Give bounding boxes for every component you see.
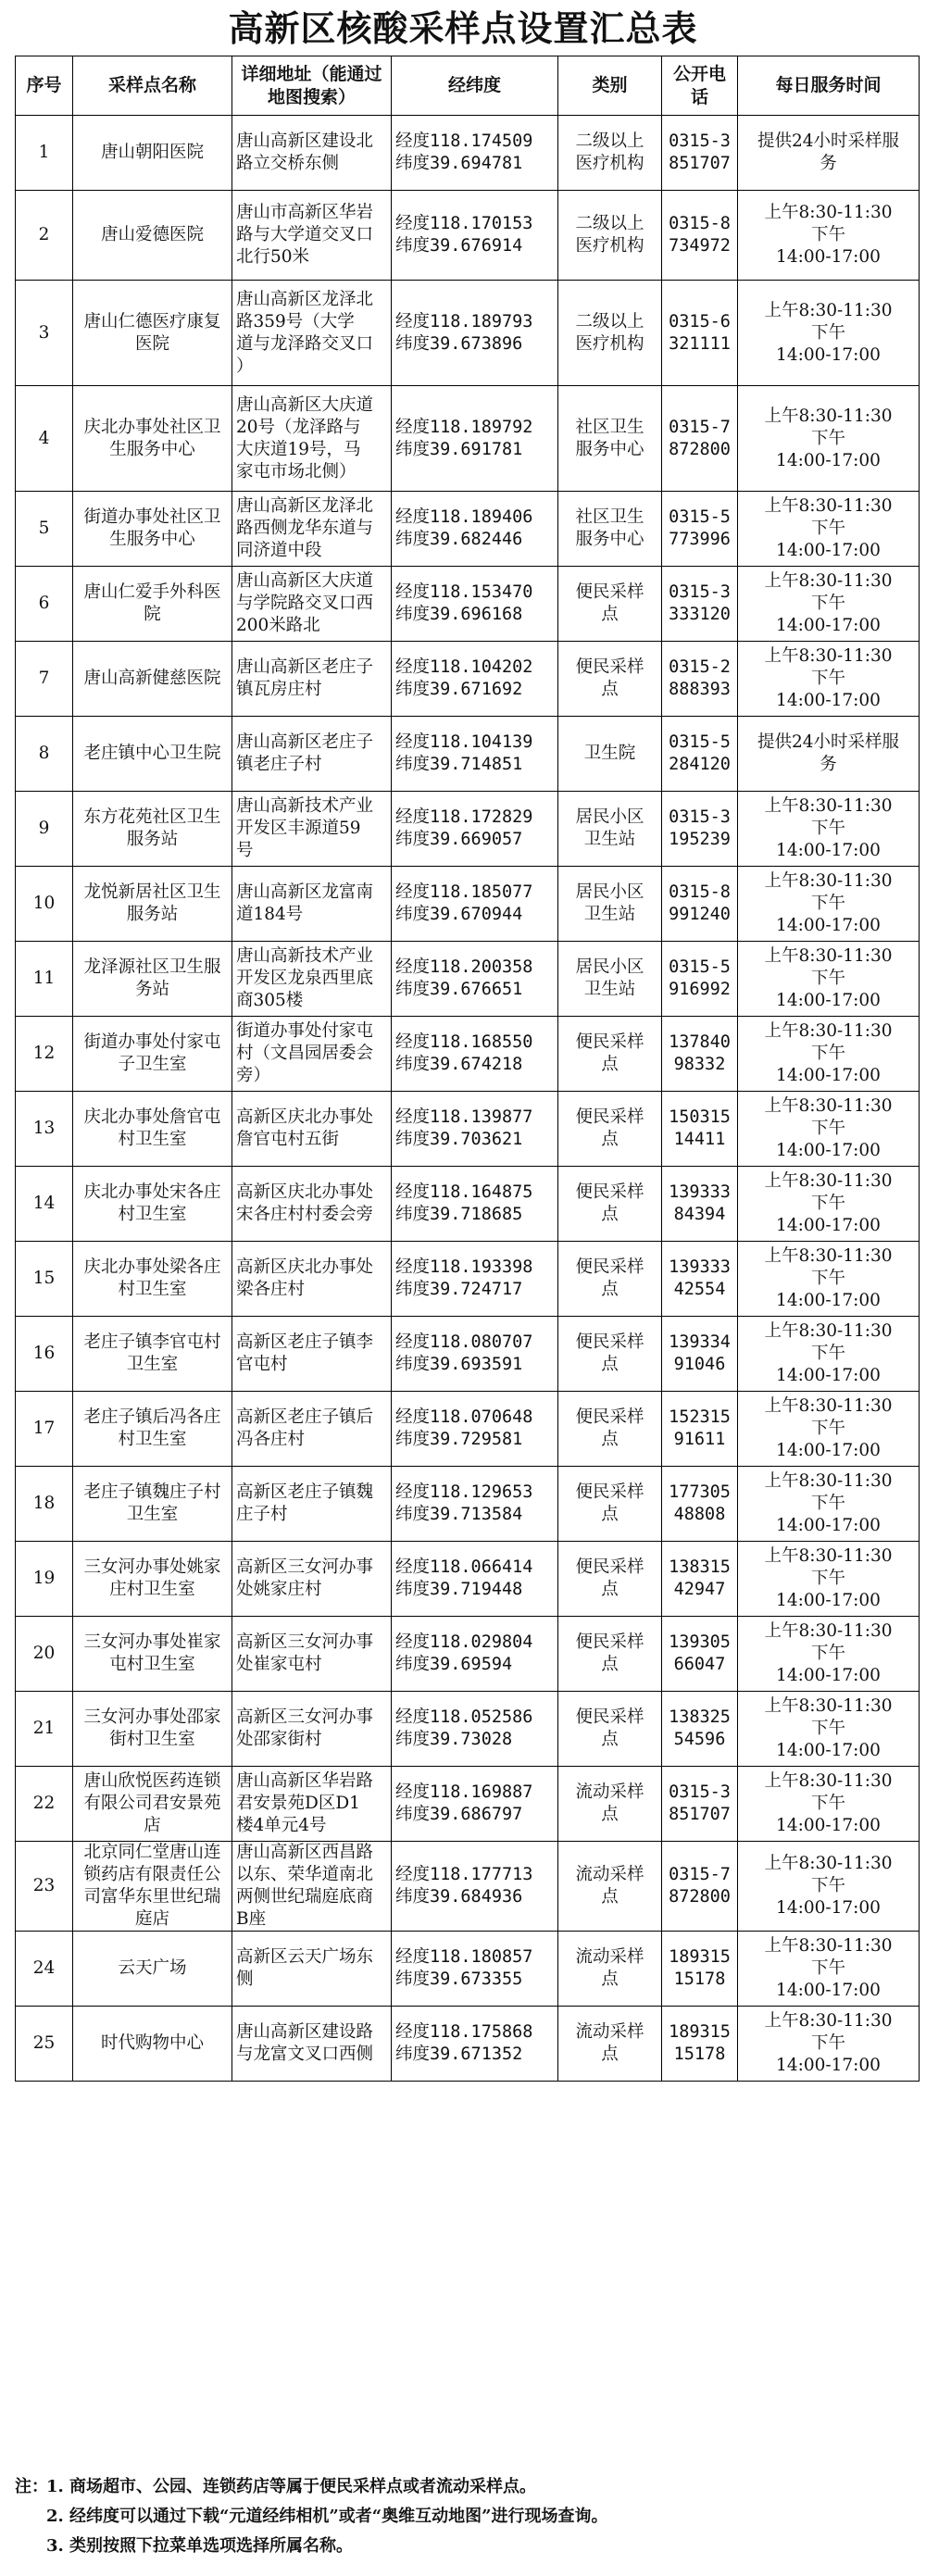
cell-address: 高新区三女河办事 处姚家庄村 [232,1542,392,1617]
cell-phone: 0315-2 888393 [662,642,738,717]
cell-type: 便民采样 点 [558,1692,662,1767]
cell-type: 二级以上 医疗机构 [558,281,662,386]
cell-coord [392,1542,558,1617]
cell-name: 唐山欣悦医药连锁 有限公司君安景苑 店 [73,1767,232,1842]
cell-name: 庆北办事处詹官屯 村卫生室 [73,1092,232,1167]
cell-no: 8 [16,717,73,792]
cell-coord [392,116,558,191]
cell-no: 9 [16,792,73,867]
cell-address: 唐山高新区老庄子 镇老庄子村 [232,717,392,792]
header-no: 序号 [16,56,73,116]
cell-latitude: 纬度39.696168 [395,605,523,624]
cell-name: 庆北办事处梁各庄 村卫生室 [73,1242,232,1317]
cell-longitude: 经度118.153470 [395,582,533,602]
cell-type: 便民采样 点 [558,1392,662,1467]
cell-address: 高新区云天广场东 侧 [232,1932,392,2007]
cell-hours: 上午8:30-11:30 下午 14:00-17:00 [738,191,920,281]
cell-latitude: 纬度39.673355 [395,1970,523,1989]
cell-latitude: 纬度39.670944 [395,905,523,924]
cell-no: 15 [16,1242,73,1317]
cell-longitude: 经度118.169887 [395,1782,533,1802]
table-row [16,386,920,492]
cell-name: 老庄镇中心卫生院 [73,717,232,792]
cell-coord [392,1617,558,1692]
cell-type: 便民采样 点 [558,1242,662,1317]
cell-phone: 189315 15178 [662,2007,738,2082]
cell-no: 14 [16,1167,73,1242]
cell-address: 唐山高新区西昌路 以东、荣华道南北 两侧世纪瑞庭底商 B座 [232,1842,392,1932]
cell-hours: 上午8:30-11:30 下午 14:00-17:00 [738,1017,920,1092]
table-header-row [16,56,920,116]
cell-hours: 上午8:30-11:30 下午 14:00-17:00 [738,1767,920,1842]
table-row [16,1467,920,1542]
footnote-1 [15,2472,913,2502]
cell-hours: 上午8:30-11:30 下午 14:00-17:00 [738,2007,920,2082]
cell-longitude: 经度118.066414 [395,1557,533,1577]
cell-hours: 上午8:30-11:30 下午 14:00-17:00 [738,1932,920,2007]
cell-phone: 0315-8 991240 [662,867,738,942]
footnote-text: 2. 经纬度可以通过下载“元道经纬相机”或者“奥维互动地图”进行现场查询。 [46,2507,608,2526]
cell-coord [392,1692,558,1767]
cell-name: 唐山仁德医疗康复 医院 [73,281,232,386]
cell-hours: 上午8:30-11:30 下午 14:00-17:00 [738,1092,920,1167]
cell-longitude: 经度118.129653 [395,1482,533,1502]
cell-address: 唐山高新区建设北 路立交桥东侧 [232,116,392,191]
cell-type: 便民采样 点 [558,1167,662,1242]
footnote-text: 1. 商场超市、公园、连锁药店等属于便民采样点或者流动采样点。 [46,2477,537,2496]
cell-latitude: 纬度39.691781 [395,439,523,459]
cell-phone: 0315-6 321111 [662,281,738,386]
cell-hours: 上午8:30-11:30 下午 14:00-17:00 [738,1317,920,1392]
cell-address: 唐山高新技术产业 开发区龙泉西里底 商305楼 [232,942,392,1017]
table-row [16,1242,920,1317]
cell-longitude: 经度118.172829 [395,807,533,827]
cell-type: 卫生院 [558,717,662,792]
cell-no: 6 [16,567,73,642]
cell-no: 1 [16,116,73,191]
cell-no: 25 [16,2007,73,2082]
cell-phone: 152315 91611 [662,1392,738,1467]
header-hours: 每日服务时间 [738,56,920,116]
cell-type: 便民采样 点 [558,642,662,717]
cell-phone: 0315-3 195239 [662,792,738,867]
cell-address: 唐山高新区华岩路 君安景苑D区D1 楼4单元4号 [232,1767,392,1842]
cell-name: 龙泽源社区卫生服 务站 [73,942,232,1017]
cell-latitude: 纬度39.671692 [395,680,523,699]
cell-hours: 提供24小时采样服 务 [738,717,920,792]
cell-phone: 139333 42554 [662,1242,738,1317]
cell-name: 唐山仁爱手外科医 院 [73,567,232,642]
cell-name: 三女河办事处姚家 庄村卫生室 [73,1542,232,1617]
cell-address: 高新区庆北办事处 宋各庄村村委会旁 [232,1167,392,1242]
cell-name: 唐山爱德医院 [73,191,232,281]
cell-address: 唐山高新技术产业 开发区丰源道59 号 [232,792,392,867]
cell-hours: 上午8:30-11:30 下午 14:00-17:00 [738,1692,920,1767]
cell-address: 街道办事处付家屯 村（文昌园居委会 旁） [232,1017,392,1092]
header-type: 类别 [558,56,662,116]
cell-latitude: 纬度39.729581 [395,1430,523,1449]
cell-coord [392,191,558,281]
cell-latitude: 纬度39.703621 [395,1130,523,1149]
cell-phone: 0315-3 851707 [662,116,738,191]
cell-phone: 0315-5 916992 [662,942,738,1017]
cell-name: 老庄子镇后冯各庄 村卫生室 [73,1392,232,1467]
cell-latitude: 纬度39.676651 [395,980,523,999]
cell-name: 老庄子镇魏庄子村 卫生室 [73,1467,232,1542]
cell-hours: 上午8:30-11:30 下午 14:00-17:00 [738,942,920,1017]
cell-phone: 0315-3 851707 [662,1767,738,1842]
document-title: 高新区核酸采样点设置汇总表 [228,7,698,49]
cell-type: 便民采样 点 [558,1017,662,1092]
footnote-lead: 注： [15,2477,48,2496]
table-row [16,1542,920,1617]
cell-type: 流动采样 点 [558,1767,662,1842]
cell-type: 流动采样 点 [558,2007,662,2082]
cell-latitude: 纬度39.671352 [395,2045,523,2064]
cell-no: 17 [16,1392,73,1467]
footnote-2 [15,2502,913,2532]
cell-address: 高新区庆北办事处 梁各庄村 [232,1242,392,1317]
cell-latitude: 纬度39.719448 [395,1580,523,1599]
cell-no: 10 [16,867,73,942]
cell-coord [392,281,558,386]
cell-longitude: 经度118.168550 [395,1032,533,1052]
cell-type: 流动采样 点 [558,1932,662,2007]
cell-phone: 177305 48808 [662,1467,738,1542]
cell-type: 便民采样 点 [558,1317,662,1392]
footnotes [15,2472,913,2561]
table-row [16,1932,920,2007]
cell-longitude: 经度118.189792 [395,417,533,437]
cell-phone: 189315 15178 [662,1932,738,2007]
cell-name: 街道办事处付家屯 子卫生室 [73,1017,232,1092]
table-row [16,191,920,281]
cell-phone: 0315-5 284120 [662,717,738,792]
table-row [16,1092,920,1167]
cell-latitude: 纬度39.718685 [395,1205,523,1224]
cell-coord [392,1467,558,1542]
cell-no: 24 [16,1932,73,2007]
cell-no: 22 [16,1767,73,1842]
cell-coord [392,386,558,492]
cell-coord [392,792,558,867]
cell-hours: 上午8:30-11:30 下午 14:00-17:00 [738,492,920,567]
cell-longitude: 经度118.070648 [395,1407,533,1427]
cell-no: 4 [16,386,73,492]
cell-hours: 上午8:30-11:30 下午 14:00-17:00 [738,867,920,942]
cell-coord [392,1092,558,1167]
cell-type: 便民采样 点 [558,1542,662,1617]
table-row [16,1017,920,1092]
cell-hours: 上午8:30-11:30 下午 14:00-17:00 [738,1467,920,1542]
cell-hours: 上午8:30-11:30 下午 14:00-17:00 [738,281,920,386]
cell-latitude: 纬度39.673896 [395,333,523,354]
cell-type: 二级以上 医疗机构 [558,116,662,191]
cell-no: 20 [16,1617,73,1692]
cell-phone: 0315-5 773996 [662,492,738,567]
cell-latitude: 纬度39.693591 [395,1355,523,1374]
cell-phone: 0315-3 333120 [662,567,738,642]
cell-no: 5 [16,492,73,567]
cell-name: 唐山高新健慈医院 [73,642,232,717]
cell-hours: 上午8:30-11:30 下午 14:00-17:00 [738,1392,920,1467]
cell-latitude: 纬度39.684936 [395,1887,523,1907]
cell-coord [392,567,558,642]
sampling-sites-table [15,56,920,2082]
cell-no: 7 [16,642,73,717]
cell-latitude: 纬度39.686797 [395,1805,523,1824]
cell-latitude: 纬度39.669057 [395,830,523,849]
cell-hours: 上午8:30-11:30 下午 14:00-17:00 [738,642,920,717]
cell-coord [392,1017,558,1092]
cell-coord [392,1392,558,1467]
cell-latitude: 纬度39.713584 [395,1505,523,1524]
table-row [16,942,920,1017]
cell-phone: 0315-8 734972 [662,191,738,281]
cell-name: 唐山朝阳医院 [73,116,232,191]
cell-address: 唐山高新区大庆道 20号（龙泽路与 大庆道19号，马 家屯市场北侧） [232,386,392,492]
cell-no: 2 [16,191,73,281]
cell-hours: 上午8:30-11:30 下午 14:00-17:00 [738,1167,920,1242]
cell-no: 11 [16,942,73,1017]
cell-longitude: 经度118.200358 [395,957,533,977]
cell-type: 居民小区 卫生站 [558,867,662,942]
cell-no: 12 [16,1017,73,1092]
cell-no: 23 [16,1842,73,1932]
cell-phone: 150315 14411 [662,1092,738,1167]
cell-address: 高新区老庄子镇后 冯各庄村 [232,1392,392,1467]
cell-longitude: 经度118.139877 [395,1107,533,1127]
cell-type: 居民小区 卫生站 [558,942,662,1017]
cell-hours: 上午8:30-11:30 下午 14:00-17:00 [738,1842,920,1932]
cell-hours: 上午8:30-11:30 下午 14:00-17:00 [738,1542,920,1617]
cell-hours: 提供24小时采样服 务 [738,116,920,191]
table-row [16,792,920,867]
cell-latitude: 纬度39.676914 [395,236,523,256]
cell-coord [392,942,558,1017]
cell-latitude: 纬度39.694781 [395,154,523,173]
cell-coord [392,642,558,717]
header-coord: 经纬度 [392,56,558,116]
cell-longitude: 经度118.052586 [395,1707,533,1727]
cell-name: 老庄子镇李官屯村 卫生室 [73,1317,232,1392]
table-row [16,867,920,942]
cell-address: 高新区老庄子镇魏 庄子村 [232,1467,392,1542]
cell-type: 便民采样 点 [558,567,662,642]
cell-longitude: 经度118.164875 [395,1182,533,1202]
header-phone: 公开电话 [662,56,738,116]
cell-no: 18 [16,1467,73,1542]
cell-name: 三女河办事处邵家 街村卫生室 [73,1692,232,1767]
cell-type: 流动采样 点 [558,1842,662,1932]
cell-hours: 上午8:30-11:30 下午 14:00-17:00 [738,1242,920,1317]
cell-name: 三女河办事处崔家 屯村卫生室 [73,1617,232,1692]
cell-coord [392,1167,558,1242]
cell-coord [392,1242,558,1317]
table-row [16,116,920,191]
cell-name: 街道办事处社区卫 生服务中心 [73,492,232,567]
cell-hours: 上午8:30-11:30 下午 14:00-17:00 [738,386,920,492]
cell-address: 唐山高新区龙泽北 路西侧龙华东道与 同济道中段 [232,492,392,567]
cell-longitude: 经度118.177713 [395,1865,533,1884]
cell-name: 庆北办事处社区卫 生服务中心 [73,386,232,492]
cell-longitude: 经度118.180857 [395,1947,533,1967]
cell-type: 社区卫生 服务中心 [558,386,662,492]
cell-latitude: 纬度39.73028 [395,1730,513,1749]
cell-type: 便民采样 点 [558,1467,662,1542]
table-row [16,1392,920,1467]
cell-longitude: 经度118.174509 [395,131,533,151]
cell-name: 北京同仁堂唐山连 锁药店有限责任公 司富华东里世纪瑞 庭店 [73,1842,232,1932]
cell-coord [392,717,558,792]
cell-address: 高新区庆北办事处 詹官屯村五街 [232,1092,392,1167]
cell-address: 唐山高新区建设路 与龙富文叉口西侧 [232,2007,392,2082]
table-row [16,1317,920,1392]
cell-latitude: 纬度39.714851 [395,755,523,774]
cell-longitude: 经度118.193398 [395,1257,533,1277]
cell-hours: 上午8:30-11:30 下午 14:00-17:00 [738,1617,920,1692]
cell-name: 时代购物中心 [73,2007,232,2082]
cell-coord [392,1767,558,1842]
cell-hours: 上午8:30-11:30 下午 14:00-17:00 [738,567,920,642]
cell-longitude: 经度118.189406 [395,507,533,527]
footnote-text: 3. 类别按照下拉菜单选项选择所属名称。 [46,2536,354,2556]
cell-no: 19 [16,1542,73,1617]
footnote-3 [15,2532,913,2561]
cell-phone: 137840 98332 [662,1017,738,1092]
cell-latitude: 纬度39.682446 [395,530,523,549]
table-row [16,717,920,792]
table-row [16,1617,920,1692]
cell-coord [392,492,558,567]
cell-no: 3 [16,281,73,386]
cell-longitude: 经度118.170153 [395,214,533,233]
cell-coord [392,867,558,942]
cell-longitude: 经度118.185077 [395,882,533,902]
table-row [16,642,920,717]
cell-name: 庆北办事处宋各庄 村卫生室 [73,1167,232,1242]
cell-phone: 0315-7 872800 [662,1842,738,1932]
cell-phone: 138325 54596 [662,1692,738,1767]
cell-coord [392,1317,558,1392]
cell-address: 高新区三女河办事 处崔家屯村 [232,1617,392,1692]
cell-longitude: 经度118.104202 [395,657,533,677]
cell-type: 便民采样 点 [558,1092,662,1167]
cell-address: 唐山高新区老庄子 镇瓦房庄村 [232,642,392,717]
cell-address: 高新区三女河办事 处邵家街村 [232,1692,392,1767]
cell-name: 东方花苑社区卫生 服务站 [73,792,232,867]
cell-no: 16 [16,1317,73,1392]
cell-latitude: 纬度39.674218 [395,1055,523,1074]
cell-name: 龙悦新居社区卫生 服务站 [73,867,232,942]
cell-phone: 139334 91046 [662,1317,738,1392]
cell-type: 便民采样 点 [558,1617,662,1692]
cell-type: 社区卫生 服务中心 [558,492,662,567]
cell-type: 二级以上 医疗机构 [558,191,662,281]
cell-address: 高新区老庄子镇李 官屯村 [232,1317,392,1392]
table-row [16,492,920,567]
cell-longitude: 经度118.029804 [395,1632,533,1652]
cell-name: 云天广场 [73,1932,232,2007]
cell-address: 唐山高新区大庆道 与学院路交叉口西 200米路北 [232,567,392,642]
table-row [16,1167,920,1242]
table-row [16,1767,920,1842]
cell-type: 居民小区 卫生站 [558,792,662,867]
table-row [16,1692,920,1767]
cell-address: 唐山高新区龙泽北 路359号（大学 道与龙泽路交叉口 ） [232,281,392,386]
cell-no: 13 [16,1092,73,1167]
cell-latitude: 纬度39.69594 [395,1655,513,1674]
cell-address: 唐山市高新区华岩 路与大学道交叉口 北行50米 [232,191,392,281]
cell-coord [392,1842,558,1932]
cell-hours: 上午8:30-11:30 下午 14:00-17:00 [738,792,920,867]
cell-phone: 138315 42947 [662,1542,738,1617]
cell-coord [392,2007,558,2082]
cell-latitude: 纬度39.724717 [395,1280,523,1299]
cell-longitude: 经度118.189793 [395,311,533,331]
table-row [16,2007,920,2082]
cell-address: 唐山高新区龙富南 道184号 [232,867,392,942]
table-body [16,116,920,2082]
cell-phone: 0315-7 872800 [662,386,738,492]
table-row [16,567,920,642]
table-row [16,281,920,386]
cell-longitude: 经度118.080707 [395,1332,533,1352]
cell-longitude: 经度118.104139 [395,732,533,752]
cell-longitude: 经度118.175868 [395,2022,533,2042]
header-name: 采样点名称 [73,56,232,116]
cell-no: 21 [16,1692,73,1767]
table-row [16,1842,920,1932]
cell-phone: 139333 84394 [662,1167,738,1242]
header-address: 详细地址（能通过地图搜索） [232,56,392,116]
cell-coord [392,1932,558,2007]
cell-phone: 139305 66047 [662,1617,738,1692]
